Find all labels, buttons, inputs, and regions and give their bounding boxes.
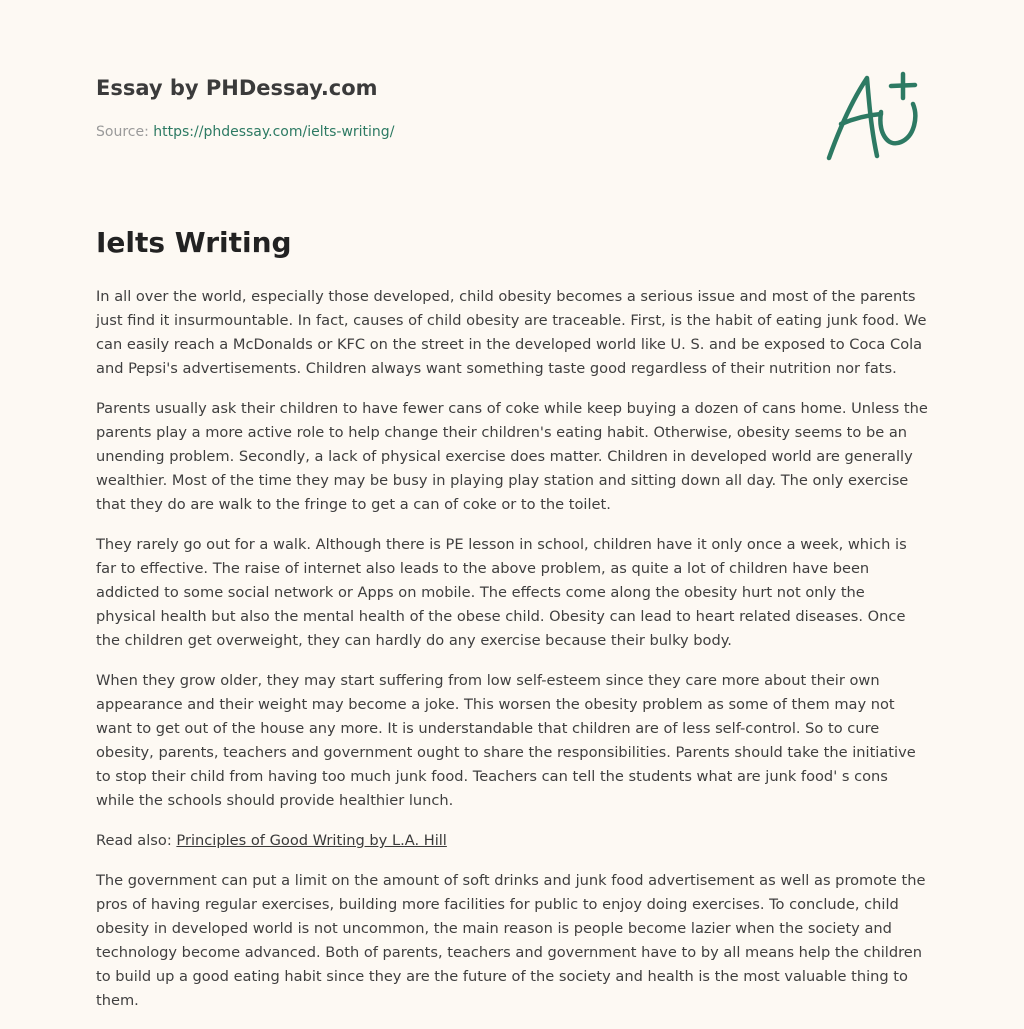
paragraph: The government can put a limit on the amount of soft drinks and junk food advertisement as well as promote the pros of having regular exercises, building more facilities for public to enjoy doing exercises. To conclude, child obesity in developed world is not uncommon, the main reason is people become lazier when the society and technology become advanced. Both of parents, teachers and government have to by all means help the children to build up a good eating habit since they are the future of the society and health is the most valuable thing to them.	[96, 872, 926, 1009]
read-also	[96, 829, 928, 853]
essay-title: Ielts Writing	[96, 226, 292, 259]
brand-title: Essay by PHDessay.com	[96, 76, 378, 100]
read-also-label: Read also:	[96, 832, 177, 849]
source-label: Source:	[96, 124, 154, 140]
paragraph: Parents usually ask their children to have fewer cans of coke while keep buying a dozen of cans home. Unless the parents play a more active role to help change their children's eating habit. Otherwise, obesity seems to be an unending problem. Secondly, a lack of physical exercise does matter. Children in developed world are generally wealthier. Most of the time they may be busy in playing play station and sitting down all day. The only exercise that they do are walk to the fringe to get a can of coke or to the toilet.	[96, 400, 928, 513]
a-plus-grade-icon	[823, 68, 927, 164]
paragraph: When they grow older, they may start suffering from low self-esteem since they care more about their own appearance and their weight may become a joke. This worsen the obesity problem as some of them may not want to get out of the house any more. It is understandable that children are of less self-control. So to cure obesity, parents, teachers and government ought to share the responsibilities. Parents should take the initiative to stop their child from having too much junk food. Teachers can tell the students what are junk food' s cons while the schools should provide healthier lunch.	[96, 672, 916, 809]
read-also-link[interactable]: Principles of Good Writing by L.A. Hill	[176, 832, 447, 849]
essay-body	[96, 285, 928, 1029]
source-link[interactable]: https://phdessay.com/ielts-writing/	[153, 124, 395, 140]
source-line	[96, 124, 394, 140]
paragraph: They rarely go out for a walk. Although there is PE lesson in school, children have it only once a week, which is far to effective. The raise of internet also leads to the above problem, as quite a lot of children have been addicted to some social network or Apps on mobile. The effects come along the obesity hurt not only the physical health but also the mental health of the obese child. Obesity can lead to heart related diseases. Once the children get overweight, they can hardly do any exercise because their bulky body.	[96, 536, 907, 649]
paragraph: In all over the world, especially those developed, child obesity becomes a serious issue and most of the parents just find it insurmountable. In fact, causes of child obesity are traceable. First, is the habit of eating junk food. We can easily reach a McDonalds or KFC on the street in the developed world like U. S. and be exposed to Coca Cola and Pepsi's advertisements. Children always want something taste good regardless of their nutrition nor fats.	[96, 288, 927, 377]
